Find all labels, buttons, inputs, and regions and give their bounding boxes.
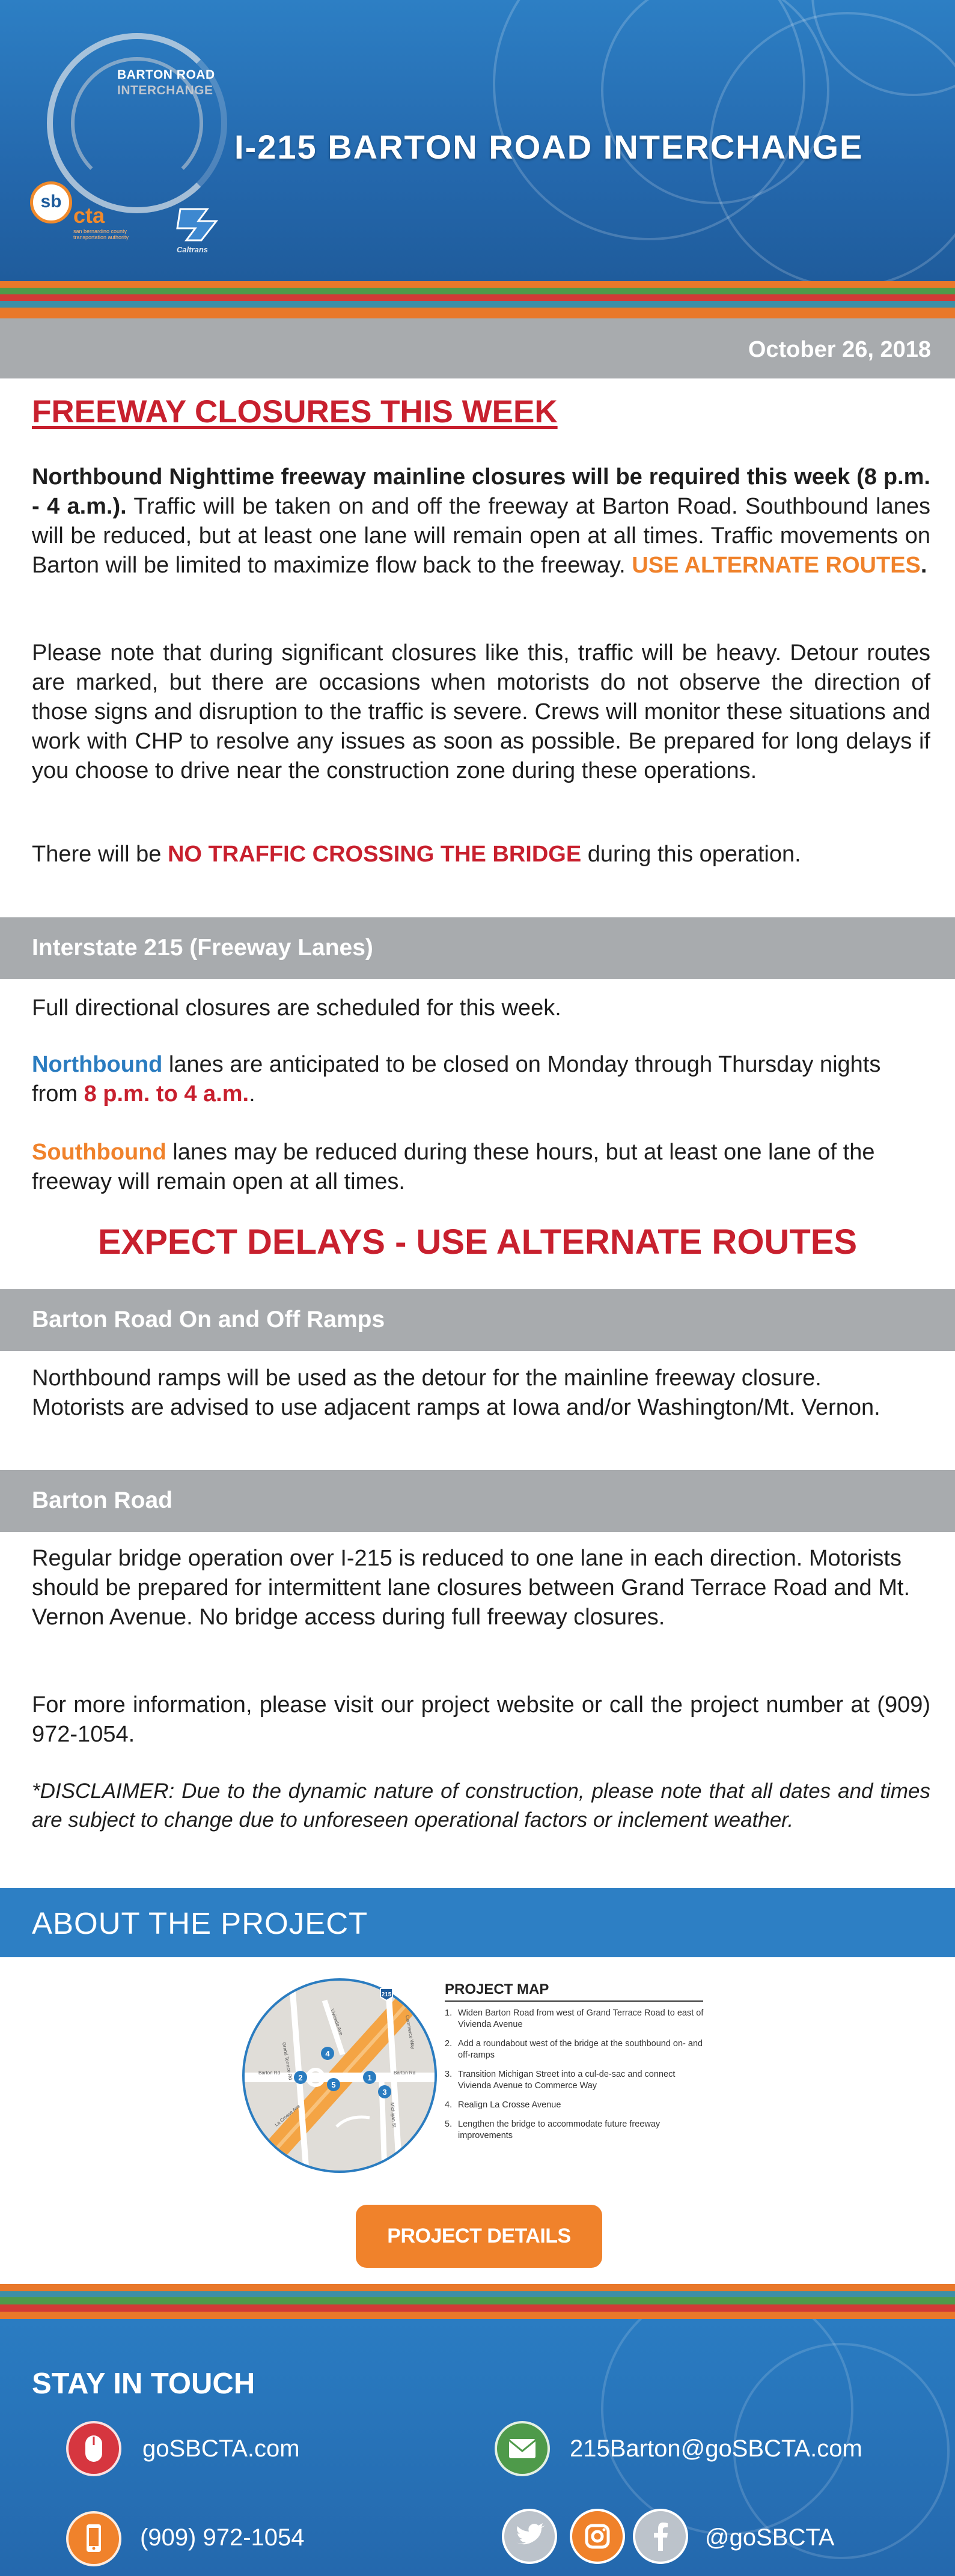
- alternate-routes-callout: USE ALTERNATE ROUTES: [632, 553, 921, 578]
- disclaimer-text: *DISCLAIMER: Due to the dynamic nature of construction, please note that all dates and times are subject to change due to unforeseen operational factors or inclement weather.: [32, 1779, 930, 1832]
- project-map-list: [445, 2008, 709, 2149]
- closures-paragraph-1: [32, 463, 930, 580]
- map-item-text: Transition Michigan Street into a cul-de-sac and connect Vivienda Avenue to Commerce Way: [458, 2070, 676, 2091]
- map-street-label: Vivienda Ave: [329, 2008, 344, 2036]
- issue-date: October 26, 2018: [748, 337, 931, 362]
- northbound-period: .: [249, 1081, 255, 1107]
- bridge-note-post: during this operation.: [581, 842, 801, 867]
- southbound-label: Southbound: [32, 1140, 166, 1165]
- closures-period: .: [920, 553, 927, 578]
- section-band-interstate: [0, 917, 955, 979]
- project-logo: [117, 67, 215, 99]
- svg-text:2: 2: [298, 2073, 303, 2082]
- svg-text:5: 5: [331, 2080, 336, 2089]
- facebook-icon[interactable]: [633, 2509, 688, 2564]
- northbound-text: lanes are anticipated to be closed on Monday through Thursday nights from: [32, 1052, 881, 1107]
- list-item: 4. Realign La Crosse Avenue: [445, 2100, 561, 2110]
- email-link[interactable]: 215Barton@goSBCTA.com: [570, 2435, 862, 2462]
- stay-in-touch-title: STAY IN TOUCH: [32, 2368, 255, 2400]
- map-item-text: Add a roundabout west of the bridge at the southbound on- and off-ramps: [458, 2039, 703, 2060]
- twitter-icon[interactable]: [502, 2509, 557, 2564]
- section-title-barton: Barton Road: [32, 1487, 172, 1513]
- map-street-label: Barton Rd: [258, 2070, 281, 2076]
- project-details-button[interactable]: PROJECT DETAILS: [356, 2205, 602, 2268]
- sbcta-logo: sb: [30, 181, 72, 223]
- list-item: 3. Transition Michigan Street into a cul-de-sac and connect Vivienda Avenue to Commerce Way: [445, 2070, 676, 2091]
- page-title: I-215 BARTON ROAD INTERCHANGE: [234, 128, 864, 166]
- closures-body: Traffic will be taken on and off the freeway at Barton Road. Southbound lanes will be reduced, but at least one lane will remain open at all times. Traffic movements on Barton will be limited to maximize flow back to the freeway.: [32, 494, 930, 578]
- footer-stripes: [0, 2284, 955, 2319]
- ramps-text: Northbound ramps will be used as the detour for the mainline freeway closure. Motorists are advised to use adjacent ramps at Iowa and/or Washington/Mt. Vernon.: [32, 1365, 880, 1420]
- project-map-title: PROJECT MAP: [445, 1981, 549, 1997]
- project-map-graphic: [240, 1976, 439, 2175]
- map-item-text: Lengthen the bridge to accommodate future freeway improvements: [458, 2119, 661, 2140]
- map-item-text: Realign La Crosse Avenue: [458, 2100, 561, 2110]
- interstate-shield-label: 215: [381, 1991, 392, 1998]
- map-street-label: Commerce Way: [404, 2014, 416, 2050]
- list-item: 2. Add a roundabout west of the bridge at the southbound on- and off-ramps: [445, 2039, 703, 2060]
- phone-icon[interactable]: [66, 2511, 121, 2566]
- section-title-about: ABOUT THE PROJECT: [32, 1906, 368, 1940]
- closures-paragraph-3: [32, 840, 930, 869]
- header-banner: [0, 0, 955, 281]
- southbound-text: lanes may be reduced during these hours, but at least one lane of the freeway will remain open at all times.: [32, 1140, 875, 1194]
- map-street-label: Barton Rd: [394, 2070, 416, 2076]
- caltrans-wordmark: Caltrans: [177, 245, 209, 254]
- closures-paragraph-2: Please note that during significant closures like this, traffic will be heavy. Detour routes are marked, but there are occasions when motorists do not observe the direction of those signs and disruption to the traffic is severe. Crews will monitor these situations and work with CHP to resolve any issues as soon as possible. Be prepared for long delays if you choose to drive near the construction zone during these operations.: [32, 640, 930, 783]
- envelope-icon[interactable]: [495, 2421, 550, 2476]
- logo-line-1: BARTON ROAD: [117, 68, 215, 82]
- website-link[interactable]: goSBCTA.com: [142, 2435, 300, 2462]
- logo-line-2: INTERCHANGE: [117, 84, 213, 97]
- svg-text:4: 4: [325, 2049, 330, 2058]
- footer: [0, 2319, 955, 2576]
- section-title-ramps: Barton Road On and Off Ramps: [32, 1307, 385, 1332]
- phone-link[interactable]: (909) 972-1054: [140, 2524, 305, 2551]
- social-handle[interactable]: @goSBCTA: [705, 2524, 835, 2551]
- header-stripes: [0, 281, 955, 318]
- barton-text: Regular bridge operation over I-215 is reduced to one lane in each direction. Motorists should be prepared for intermittent lane closures between Grand Terrace Road and Mt. Vernon Avenue. No bridge access during full freeway closures.: [32, 1546, 911, 1630]
- southbound-note: [32, 1138, 930, 1197]
- map-title-rule: [445, 2000, 703, 2002]
- sbcta-wordmark: cta: [73, 203, 105, 228]
- northbound-label: Northbound: [32, 1052, 163, 1077]
- list-item: 1. Widen Barton Road from west of Grand Terrace Road to east of Vivienda Avenue: [445, 2008, 704, 2029]
- map-item-text: Widen Barton Road from west of Grand Terrace Road to east of Vivienda Avenue: [458, 2008, 704, 2029]
- bridge-note-pre: There will be: [32, 842, 168, 867]
- section-band-ramps: [0, 1289, 955, 1351]
- northbound-note: [32, 1050, 930, 1109]
- project-map: [240, 1976, 721, 2181]
- closure-hours: 8 p.m. to 4 a.m.: [84, 1081, 249, 1107]
- caltrans-logo-icon: [174, 203, 228, 245]
- map-street-label: Grand Terrace Rd: [281, 2041, 293, 2080]
- section-band-about: [0, 1888, 955, 1957]
- closures-lead: Northbound Nighttime freeway mainline closures will be required this week (8 p.m. - 4 a.m.).: [32, 464, 930, 519]
- interstate-intro: Full directional closures are scheduled for this week.: [32, 995, 561, 1021]
- sbcta-tagline: san bernardino county transportation authority: [73, 228, 129, 240]
- map-street-label: Michigan St: [389, 2102, 397, 2128]
- section-title-interstate: Interstate 215 (Freeway Lanes): [32, 935, 373, 961]
- svg-text:1: 1: [367, 2073, 372, 2082]
- section-band-barton: [0, 1470, 955, 1532]
- no-crossing-callout: NO TRAFFIC CROSSING THE BRIDGE: [167, 842, 582, 867]
- more-info-text: For more information, please visit our project website or call the project number at (909) 972-1054.: [32, 1692, 930, 1747]
- mouse-icon[interactable]: [66, 2421, 121, 2476]
- section-title-closures: FREEWAY CLOSURES THIS WEEK: [32, 394, 558, 430]
- expect-delays-banner: EXPECT DELAYS - USE ALTERNATE ROUTES: [97, 1223, 858, 1262]
- map-street-label: La Crosse Ave: [273, 2103, 302, 2128]
- instagram-icon[interactable]: [570, 2509, 625, 2564]
- svg-text:3: 3: [382, 2088, 387, 2097]
- list-item: 5. Lengthen the bridge to accommodate future freeway improvements: [445, 2119, 661, 2140]
- date-bar: [0, 318, 955, 378]
